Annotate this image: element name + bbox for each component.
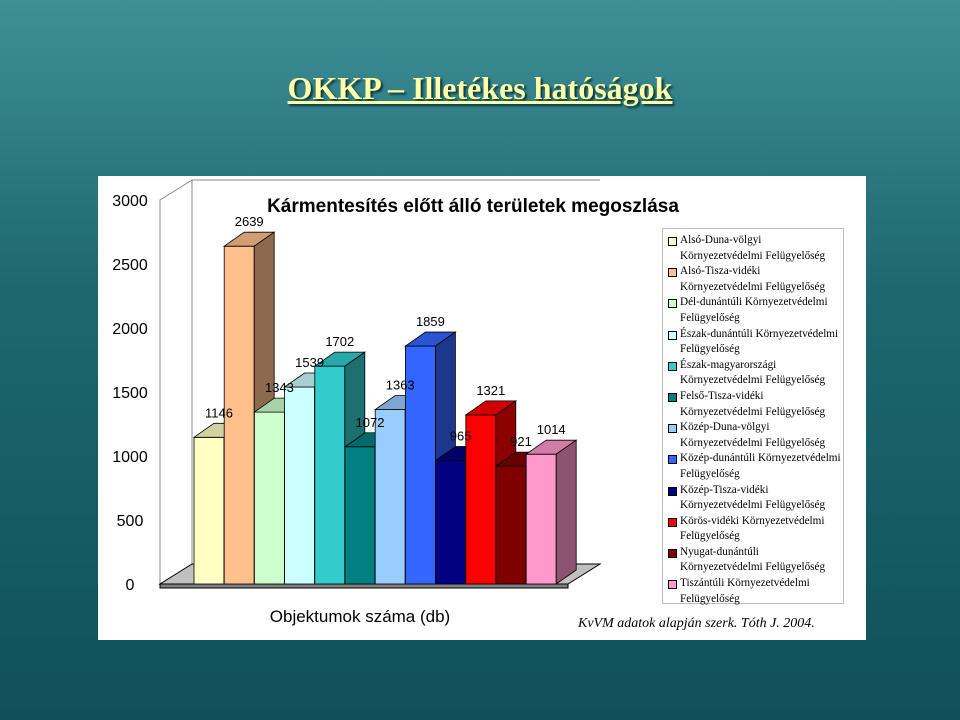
source-note: KvVM adatok alapján szerk. Tóth J. 2004. — [578, 616, 815, 631]
bar — [436, 460, 466, 584]
legend-swatch — [668, 424, 677, 433]
legend-label: Nyugat-dunántúli Környezetvédelmi Felügyelőség — [680, 545, 826, 574]
bar — [375, 410, 405, 584]
bar — [526, 454, 556, 584]
bar — [315, 366, 345, 584]
x-axis-label: Objektumok száma (db) — [269, 607, 451, 626]
legend-item — [668, 545, 841, 576]
y-tick-label: 2500 — [112, 257, 148, 274]
legend-label: Észak-dunántúli Környezetvédelmi Felügyelőség — [680, 327, 839, 356]
legend-swatch — [668, 455, 677, 464]
y-tick-label: 1500 — [112, 385, 148, 402]
legend-swatch — [668, 549, 677, 558]
legend-item — [668, 233, 841, 264]
bar — [254, 412, 284, 584]
legend-label: Dél-dunántúli Környezetvédelmi Felügyelőség — [680, 296, 828, 324]
legend-label: Közép-Duna-völgyi Környezetvédelmi Felügyelőség — [680, 421, 826, 449]
legend-item — [668, 295, 841, 326]
legend-label: Közép-dunántúli Környezetvédelmi Felügyelőség — [680, 452, 841, 480]
y-tick-label: 0 — [125, 577, 135, 594]
legend-swatch — [668, 299, 677, 308]
chart-legend — [662, 228, 844, 604]
data-label: 1072 — [355, 414, 385, 430]
y-tick-label: 1000 — [112, 449, 148, 466]
legend-swatch — [668, 518, 677, 527]
legend-swatch — [668, 487, 677, 496]
data-label: 1859 — [415, 314, 445, 330]
legend-item — [668, 514, 841, 545]
legend-swatch — [668, 393, 677, 402]
data-label: 1702 — [325, 334, 355, 350]
bar-side — [556, 440, 576, 584]
legend-item — [668, 483, 841, 514]
legend-label: Alsó-Tisza-vidéki Környezetvédelmi Felügyelőség — [680, 265, 826, 293]
legend-swatch — [668, 268, 677, 277]
legend-label: Körös-vidéki Környezetvédelmi Felügyelőség — [680, 514, 825, 543]
legend-swatch — [668, 580, 677, 589]
legend-swatch — [668, 237, 677, 246]
legend-swatch — [668, 331, 677, 340]
side-wall — [160, 180, 192, 584]
data-label: 1539 — [295, 355, 325, 371]
legend-item — [668, 420, 841, 451]
legend-swatch — [668, 362, 677, 371]
legend-item — [668, 327, 841, 358]
data-label: 1343 — [264, 380, 294, 396]
data-label: 1363 — [385, 377, 415, 393]
bar — [345, 447, 375, 584]
legend-label: Felső-Tisza-vidéki Környezetvédelmi Felügyelőség — [680, 389, 826, 418]
bar — [285, 387, 315, 584]
slide-title: OKKP – Illetékes hatóságok — [287, 70, 673, 106]
data-label: 2639 — [234, 214, 264, 230]
chart-title: Kármentesítés előtt álló területek megoszlása — [267, 196, 679, 217]
data-label: 1014 — [536, 422, 566, 438]
legend-item — [668, 451, 841, 482]
y-tick-label: 500 — [116, 513, 144, 530]
legend-label: Tiszántúli Környezetvédelmi Felügyelőség — [680, 577, 810, 605]
y-tick-label: 3000 — [112, 193, 148, 210]
legend-item — [668, 264, 841, 295]
data-label: 965 — [449, 428, 472, 444]
y-tick-label: 2000 — [112, 321, 148, 338]
legend-item — [668, 358, 841, 389]
legend-item — [668, 576, 841, 607]
chart-floor-edge — [160, 584, 568, 588]
bar — [194, 437, 224, 584]
data-label: 1321 — [476, 382, 506, 398]
legend-item — [668, 389, 841, 420]
data-label: 921 — [510, 434, 532, 450]
bar — [496, 466, 526, 584]
legend-label: Közép-Tisza-vidéki Környezetvédelmi Felügyelőség — [680, 483, 826, 512]
data-label: 1146 — [205, 405, 233, 421]
legend-label: Alsó-Duna-völgyi Környezetvédelmi Felügyelőség — [680, 234, 826, 262]
legend-label: Észak-magyarországi Környezetvédelmi Felügyelőség — [680, 358, 826, 387]
